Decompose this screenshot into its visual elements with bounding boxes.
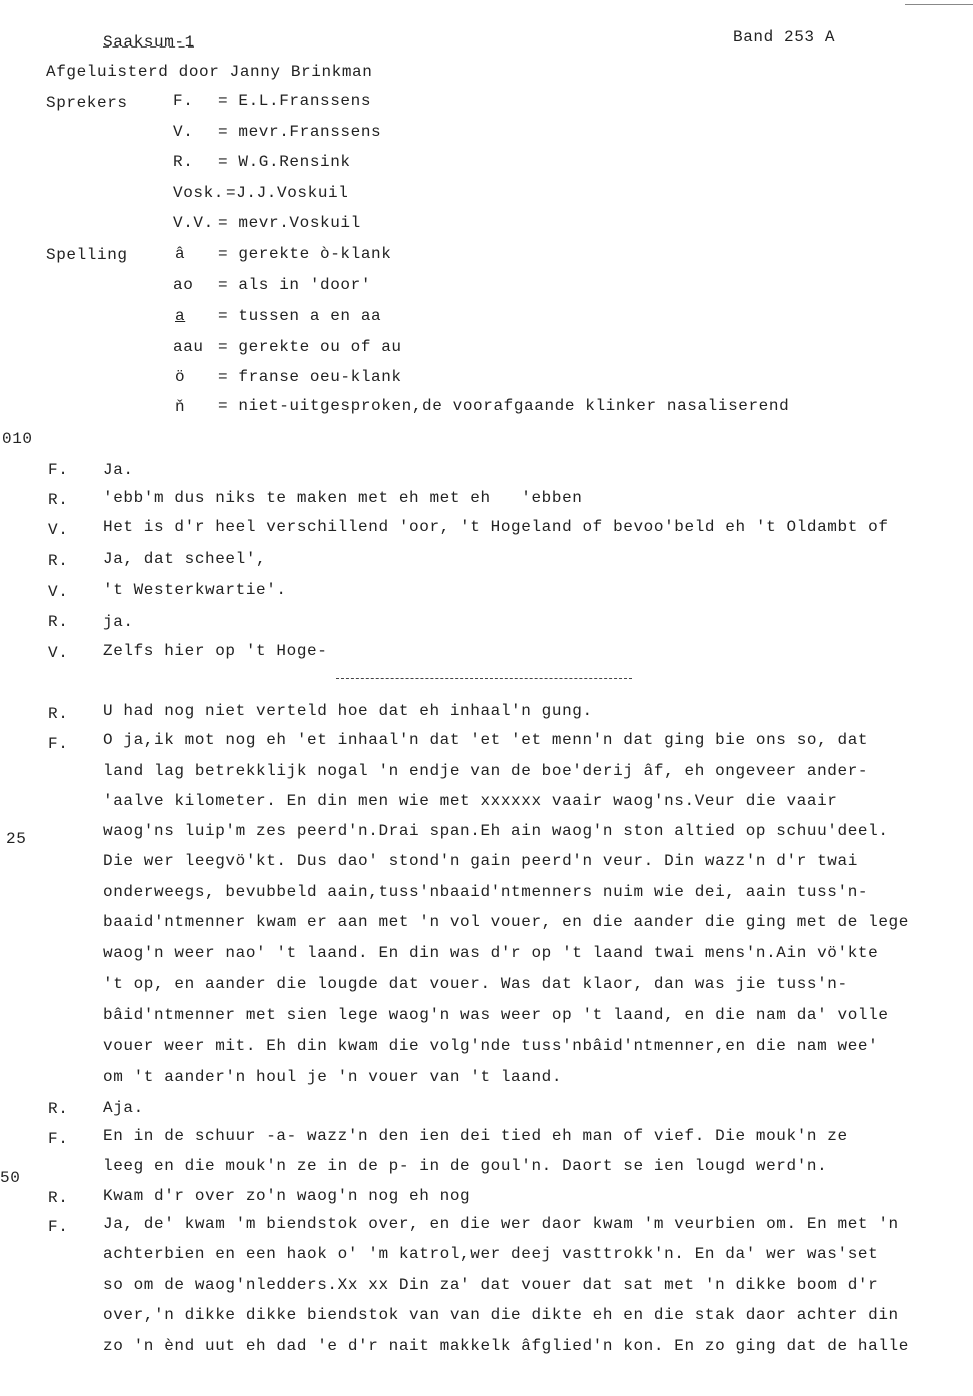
utterance-continuation: om 't aander'n houl je 'n vouer van 't laand. xyxy=(103,1068,563,1086)
utterance-continuation: waog'ns luip'm zes peerd'n.Drai span.Eh ain waog'n ston altied op schuu'deel. xyxy=(103,822,889,840)
utterance-text: Ja, dat scheel', xyxy=(103,550,267,568)
speaker-name: =J.J.Voskuil xyxy=(226,184,349,202)
utterance-speaker: V. xyxy=(48,521,69,539)
spelling-description: = gerekte ou of au xyxy=(218,338,402,356)
spelling-description: = niet-uitgesproken,de voorafgaande klinker nasaliserend xyxy=(218,397,790,415)
utterance-continuation: leeg en die mouk'n ze in de p- in de goul'n. Daort se ien lougd werd'n. xyxy=(103,1157,828,1175)
utterance-continuation: so om de waog'nledders.Xx xx Din za' dat vouer dat sat met 'n dikke boom d'r xyxy=(103,1276,879,1294)
utterance-speaker: R. xyxy=(48,613,69,631)
spelling-description: = franse oeu-klank xyxy=(218,368,402,386)
spelling-symbol: a xyxy=(175,307,186,325)
utterance-continuation: baaid'ntmenner kwam er aan met 'n vol vouer, en die aander die ging met de lege xyxy=(103,913,909,931)
utterance-text: Aja. xyxy=(103,1099,144,1117)
utterance-speaker: V. xyxy=(48,644,69,662)
utterance-speaker: R. xyxy=(48,1100,69,1118)
utterance-text: Ja. xyxy=(103,461,134,479)
speaker-name: = E.L.Franssens xyxy=(218,92,372,110)
speaker-code: V. xyxy=(173,123,194,141)
section-separator xyxy=(336,678,632,679)
utterance-continuation: 'aalve kilometer. En din men wie met xxxxxx vaair waog'ns.Veur die vaair xyxy=(103,792,838,810)
utterance-text: Zelfs hier op 't Hoge- xyxy=(103,642,328,660)
listened-by: Afgeluisterd door Janny Brinkman xyxy=(46,63,373,81)
utterance-text: U had nog niet verteld hoe dat eh inhaal'n gung. xyxy=(103,702,593,720)
utterance-speaker: R. xyxy=(48,552,69,570)
band-number: Band 253 A xyxy=(733,28,836,46)
spelling-label: Spelling xyxy=(46,246,128,264)
speakers-label: Sprekers xyxy=(46,94,128,112)
utterance-speaker: R. xyxy=(48,1189,69,1207)
spelling-symbol: â xyxy=(175,245,186,263)
spelling-description: = als in 'door' xyxy=(218,276,372,294)
spelling-symbol: aau xyxy=(173,338,204,356)
utterance-continuation: achterbien en een haok o' 'm katrol,wer deej vasttrokk'n. En da' wer was'set xyxy=(103,1245,879,1263)
counter-number: 010 xyxy=(2,430,33,448)
utterance-continuation: bâid'ntmenner met sien lege waog'n was weer op 't laand, en die nam da' volle xyxy=(103,1006,889,1024)
speaker-code: V.V. xyxy=(173,214,214,232)
utterance-speaker: R. xyxy=(48,491,69,509)
utterance-text: ja. xyxy=(103,613,134,631)
utterance-continuation: Die wer leegvö'kt. Dus dao' stond'n gain peerd'n veur. Din wazz'n d'r twai xyxy=(103,852,858,870)
utterance-text: Het is d'r heel verschillend 'oor, 't Hogeland of bevoo'beld eh 't Oldambt of xyxy=(103,518,889,536)
utterance-speaker: F. xyxy=(48,735,69,753)
utterance-speaker: F. xyxy=(48,1218,69,1236)
speaker-code: R. xyxy=(173,153,194,171)
speaker-name: = mevr.Voskuil xyxy=(218,214,361,232)
top-edge-line xyxy=(905,4,973,5)
counter-number: 50 xyxy=(0,1169,21,1187)
utterance-continuation: vouer weer mit. Eh din kwam die volg'nde tuss'nbâid'ntmenner,en die nam wee' xyxy=(103,1037,879,1055)
utterance-text: Ja, de' kwam 'm biendstok over, en die wer daor kwam 'm veurbien om. En met 'n xyxy=(103,1215,899,1233)
utterance-continuation: onderweegs, bevubbeld aain,tuss'nbaaid'ntmenners nuim wie dei, aain tuss'n- xyxy=(103,883,869,901)
utterance-text: 't Westerkwartie'. xyxy=(103,581,287,599)
spelling-symbol: ň xyxy=(175,398,186,416)
utterance-speaker: R. xyxy=(48,705,69,723)
utterance-continuation: zo 'n ènd uut eh dad 'e d'r nait makkelk âfglied'n kon. En zo ging dat de halle xyxy=(103,1337,909,1355)
utterance-speaker: V. xyxy=(48,583,69,601)
spelling-description: = tussen a en aa xyxy=(218,307,382,325)
spelling-symbol: ö xyxy=(175,368,186,386)
utterance-continuation: waog'n weer nao' 't laand. En din was d'r op 't laand twai mens'n.Ain vö'kte xyxy=(103,944,879,962)
utterance-text: Kwam d'r over zo'n waog'n nog eh nog xyxy=(103,1187,471,1205)
speaker-name: = W.G.Rensink xyxy=(218,153,351,171)
utterance-text: 'ebb'm dus niks te maken met eh met eh 'ebben xyxy=(103,489,583,507)
utterance-text: En in de schuur -a- wazz'n den ien dei tied eh man of vief. Die mouk'n ze xyxy=(103,1127,848,1145)
spelling-symbol: ao xyxy=(173,276,194,294)
utterance-continuation: over,'n dikke dikke biendstok van van die dikte eh en die stak daor achter din xyxy=(103,1306,899,1324)
spelling-description: = gerekte ò-klank xyxy=(218,245,392,263)
utterance-continuation: 't op, en aander die lougde dat vouer. Was dat klaor, dan was jie tuss'n- xyxy=(103,975,848,993)
speaker-code: Vosk. xyxy=(173,184,225,202)
utterance-continuation: land lag betrekklijk nogal 'n endje van de boe'derij âf, eh ongeveer ander- xyxy=(103,762,869,780)
counter-number: 25 xyxy=(6,830,27,848)
utterance-text: O ja,ik mot nog eh 'et inhaal'n dat 'et 'et menn'n dat ging bie ons so, dat xyxy=(103,731,869,749)
utterance-speaker: F. xyxy=(48,461,69,479)
utterance-speaker: F. xyxy=(48,1130,69,1148)
speaker-name: = mevr.Franssens xyxy=(218,123,382,141)
document-title: Saaksum-1 xyxy=(103,33,195,51)
speaker-code: F. xyxy=(173,92,194,110)
